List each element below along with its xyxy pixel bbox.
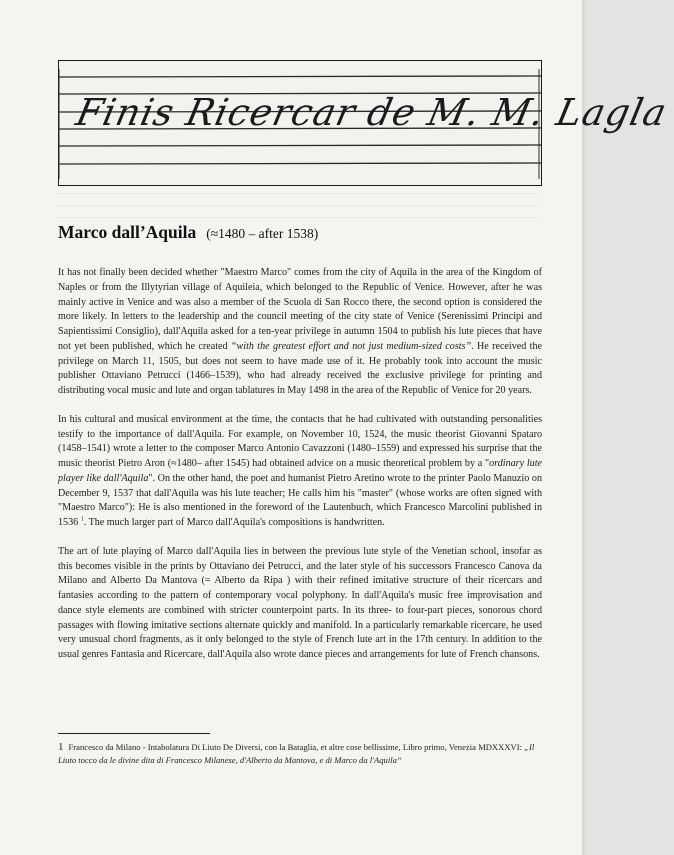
footnote-reference: 1 <box>80 516 84 523</box>
composer-dates: (≈1480 – after 1538) <box>206 226 319 241</box>
footnote-number: 1 <box>58 741 64 753</box>
paragraph-contacts: In his cultural and musical environment at the time, the contacts that he had cultivated with outstanding personalities testify to the importance of dall'Aquila. For example, on November 10, 1524, the music theorist Giovanni Spataro (1458–1541) wrote a letter to the composer Marco Antonio Cavazzoni (1480–1559) and expressed his surprise that the music theorist Pietro Aron (≈1480– after 1545) had obtained advice on a music theoretical problem by a "ordinary lute player like dall'Aquila". On the other hand, the poet and humanist Pietro Aretino wrote to the printer Paolo Manuzio on December 9, 1537 that dall'Aquila was his lute teacher; He calls him his "master" (whose works are often signed with "Maestro Marco"): He is also mentioned in the foreword of the Lautenbuch, which Francesco Marcolini published in 1536 $^1$. The much larger part of Marco dall'Aquila's compositions is handwritten. <box>58 413 542 528</box>
footnote <box>58 741 542 766</box>
composer-heading <box>58 222 318 243</box>
paragraph-origin: It has not finally been decided whether "Maestro Marco" comes from the city of Aquila in the area of the Kingdom of Naples or from the Illytyrian village of Aquileia, which belonged to the Republic of Venice. However, after he was mainly active in Venice and was also a member of the Scuola di San Rocco there, the second option is considered the more likely. In letters to the leadership and the council meeting of the city state of Venice (Serenissimi Principi and Sapientissimi Consiglio), dall'Aquila asked for a ten-year privilege in autumn 1504 to publish his lute pieces that have not yet been published, which he created “with the greatest effort and not just medium-sized costs”. He received the privilege on March 11, 1505, but does not seem to have made use of it. He probably took into account the music publisher Ottaviano Petrucci (1466–1539), who had already received the exclusive privilege for printing and distributing vocal music and lute and organ tablatures in May 1498 in the area of the Republic of Venice for 20 years. <box>58 267 542 396</box>
paragraph-style: The art of lute playing of Marco dall'Aquila lies in between the previous lute style of the Venetian school, insofar as this becomes visible in the prints by Ottaviano dei Petrucci, and the later style of his successors Francesco Canova da Milano and Alberto Da Mantova (= Alberto da Ripa ) with their refined imitative structure of their ricercars and fantasies according to the pattern of contemporary vocal polyphony. In dall'Aquila's music free improvisation and dance style elements are combined with stricter counterpoint parts. In its three- to four-part pieces, sonorous chord passages with flowing imitative sections alternate quickly and manifold. In a particularly remarkable ricercare, he used very unusual chord fragments, as it only belonged to the style of French lute art in the 17th century. In addition to the usual genres Fantasia and Ricercare, dall'Aquila also wrote dance pieces and arrangements for lute of French chansons. <box>58 545 542 660</box>
article-body <box>58 266 542 677</box>
footnote-text: Francesco da Milano - Intabolatura Di Liuto De Diversi, con la Bataglia, et altre cose bellissime, Libro primo, Venezia MDXXXVI: <box>68 742 525 752</box>
footnote-quote: „Il Liuto tocco da le divine dita di Francesco Milanese, d'Alberto da Mantova, e di Marco da l'Aquila“ <box>58 742 535 765</box>
manuscript-excerpt-image <box>58 60 672 186</box>
footnote-divider <box>58 733 210 734</box>
composer-name: Marco dall’Aquila <box>58 222 197 242</box>
handwritten-inscription: Finis Ricercar de M. M. Lagla <box>72 90 672 134</box>
